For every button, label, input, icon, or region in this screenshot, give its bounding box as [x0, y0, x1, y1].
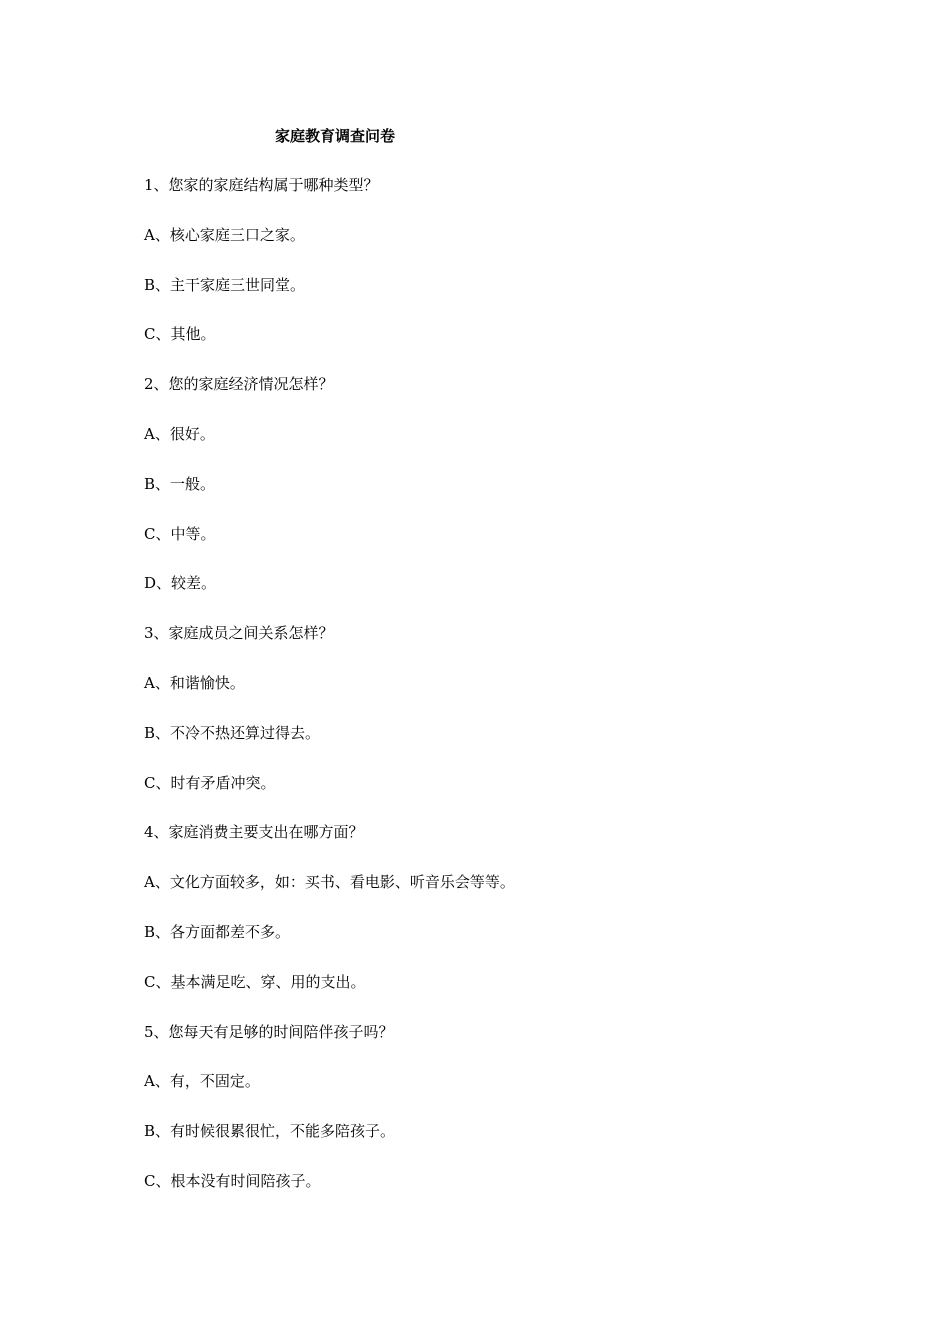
question-2: 2、您的家庭经济情况怎样？	[144, 375, 334, 394]
option-2d: D、较差。	[144, 574, 217, 593]
option-4b: B、各方面都差不多。	[144, 922, 291, 941]
option-3b: B、不冷不热还算过得去。	[144, 723, 321, 742]
option-1a: A、核心家庭三口之家。	[144, 225, 305, 244]
option-5a: A、有，不固定。	[144, 1072, 260, 1091]
option-5c: C、根本没有时间陪孩子。	[144, 1171, 321, 1190]
option-1c: C、其他。	[144, 325, 216, 344]
question-5: 5、您每天有足够的时间陪伴孩子吗？	[144, 1022, 394, 1041]
question-4: 4、家庭消费主要支出在哪方面？	[144, 823, 364, 842]
option-3c: C、时有矛盾冲突。	[144, 773, 276, 792]
option-2b: B、一般。	[144, 474, 216, 493]
option-4c: C、基本满足吃、穿、用的支出。	[144, 972, 366, 991]
option-1b: B、主干家庭三世同堂。	[144, 275, 306, 294]
question-1: 1、您家的家庭结构属于哪种类型？	[144, 176, 379, 194]
question-3: 3、家庭成员之间关系怎样？	[144, 624, 334, 643]
option-4a: A、文化方面较多，如：买书、看电影、听音乐会等等。	[144, 873, 515, 892]
option-2a: A、很好。	[144, 424, 215, 443]
document-title: 家庭教育调查问卷	[274, 127, 395, 145]
option-5b: B、有时候很累很忙，不能多陪孩子。	[144, 1122, 396, 1141]
option-2c: C、中等。	[144, 524, 216, 543]
option-3a: A、和谐愉快。	[144, 673, 245, 692]
questionnaire-body	[144, 175, 515, 1221]
